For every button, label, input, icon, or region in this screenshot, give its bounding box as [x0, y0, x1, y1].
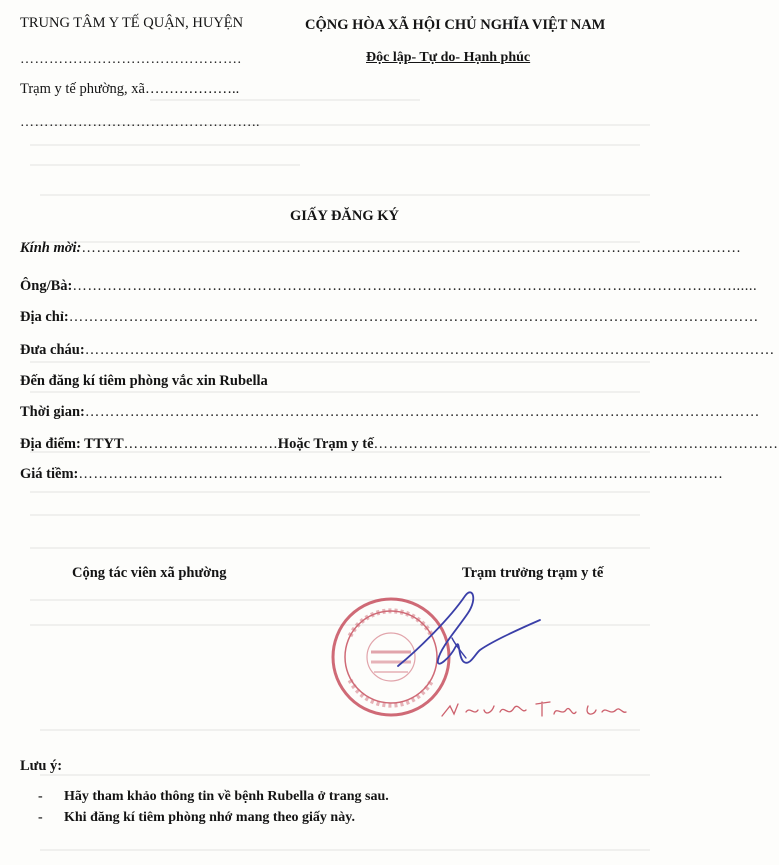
field-location-label-station: Hoặc Trạm y tế	[277, 436, 374, 452]
station-dots: …………………………………………..	[20, 115, 260, 130]
note-item-text: Hãy tham khảo thông tin về bệnh Rubella ở trang sau.	[64, 789, 389, 804]
signature-icon	[380, 588, 550, 688]
org-dots: ……………………………………….	[20, 52, 242, 67]
country-name: CỘNG HÒA XÃ HỘI CHỦ NGHĨA VIỆT NAM	[305, 17, 606, 33]
signature-label-collaborator: Cộng tác viên xã phường	[72, 565, 227, 581]
field-location-dots-center: ………………………….	[123, 436, 278, 452]
field-address-label: Địa chỉ:	[20, 309, 69, 325]
field-address-dots: …………………………………………………………………………………………………………………………	[68, 309, 759, 325]
vaccine-text: Đến đăng kí tiêm phòng vắc xin Rubella	[20, 373, 268, 389]
field-address	[20, 309, 759, 326]
field-price-dots: …………………………………………………………………………………………………………………	[78, 466, 724, 482]
note-item: - Khi đăng kí tiêm phòng nhớ mang theo giấy này.	[38, 810, 355, 825]
signature-label-station-head: Trạm trưởng trạm y tế	[462, 565, 604, 581]
field-location	[20, 436, 779, 453]
field-price	[20, 466, 724, 483]
field-price-label: Giá tiềm:	[20, 466, 79, 482]
signer-name-handwriting-icon	[438, 692, 628, 726]
field-time-dots: ………………………………………………………………………………………………………………………	[84, 404, 760, 420]
field-child	[20, 342, 775, 359]
vaccine-line	[20, 373, 268, 390]
field-time	[20, 404, 760, 421]
station-name: Trạm y tế phường, xã………………..	[20, 81, 240, 97]
note-item: - Hãy tham khảo thông tin về bệnh Rubella ở trang sau.	[38, 789, 389, 804]
field-invite-dots: ……………………………………………………………………………………………………………………	[81, 240, 742, 256]
notes-title: Lưu ý:	[20, 758, 63, 774]
field-location-dots-station: ………………………………………………………………………	[373, 436, 779, 452]
field-person-label: Ông/Bà:	[20, 278, 73, 294]
field-child-label: Đưa cháu:	[20, 342, 85, 358]
national-motto: Độc lập- Tự do- Hạnh phúc	[366, 50, 531, 65]
field-person-dots: ……………………………………………………………………………………………………………………......	[72, 278, 758, 294]
field-invite	[20, 240, 742, 257]
note-item-text: Khi đăng kí tiêm phòng nhớ mang theo giấy này.	[64, 810, 355, 825]
field-child-dots: …………………………………………………………………………………………………………………………	[84, 342, 775, 358]
field-time-label: Thời gian:	[20, 404, 85, 420]
org-name: TRUNG TÂM Y TẾ QUẬN, HUYỆN	[20, 15, 244, 31]
document-title: GIẤY ĐĂNG KÝ	[290, 208, 400, 224]
field-invite-label: Kính mời:	[20, 240, 82, 256]
field-location-label: Địa điểm: TTYT	[20, 436, 124, 452]
field-person	[20, 278, 758, 295]
